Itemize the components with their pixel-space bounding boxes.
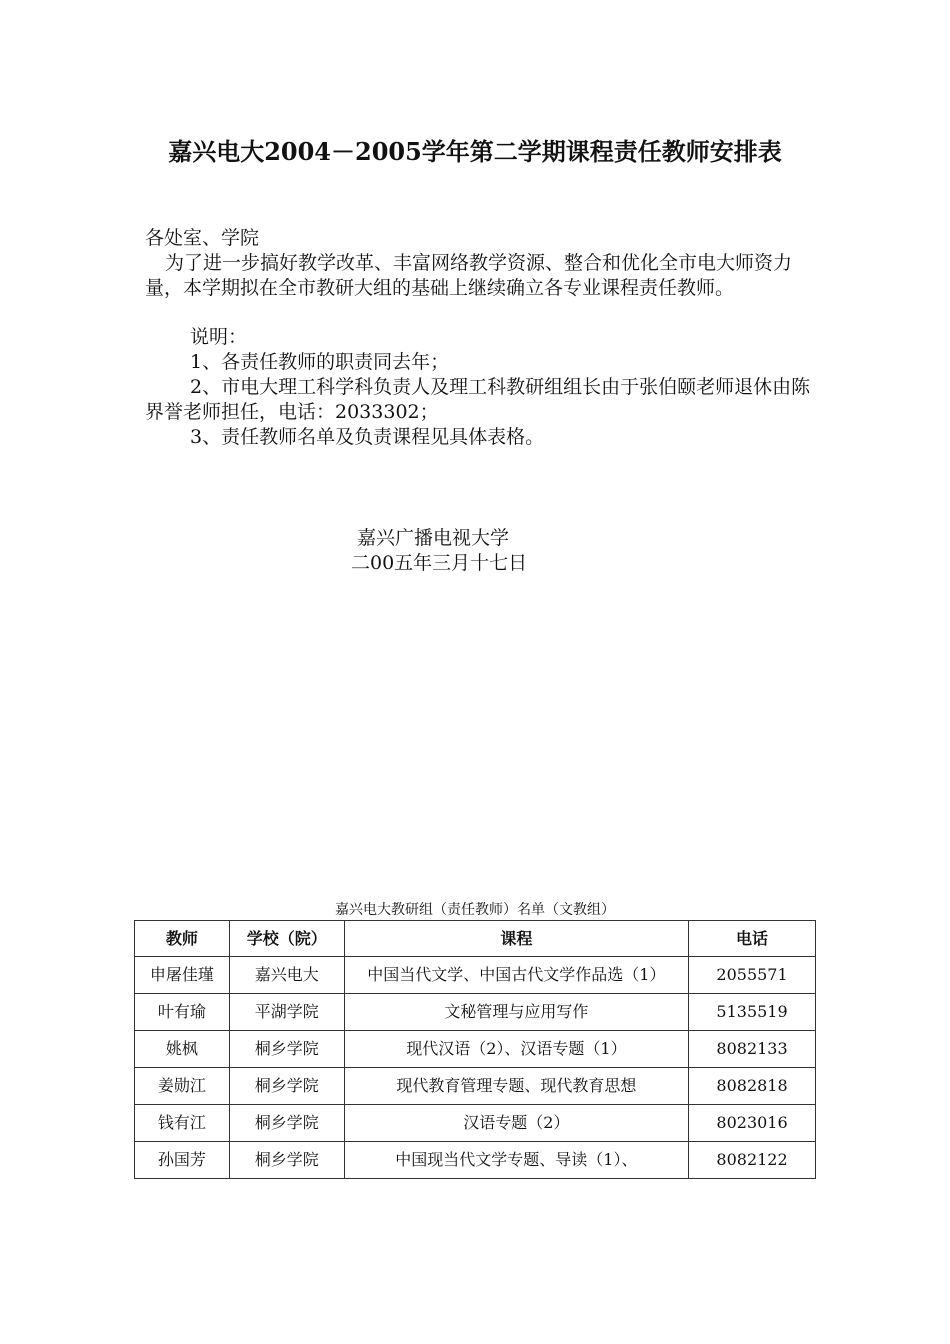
intro-paragraph: 为了进一步搞好教学改革、丰富网络教学资源、整合和优化全市电大师资力量，本学期拟在全市教研大组的基础上继续确立各专业课程责任教师。 (145, 252, 793, 299)
cell-teacher: 孙国芳 (135, 1142, 230, 1179)
cell-course: 汉语专题（2） (344, 1105, 688, 1142)
cell-phone: 5135519 (689, 994, 816, 1031)
notes-heading: 说明： (190, 326, 248, 348)
signature-date: 二00五年三月十七日 (351, 552, 528, 574)
cell-teacher: 钱有江 (135, 1105, 230, 1142)
cell-phone: 8082122 (689, 1142, 816, 1179)
cell-teacher: 申屠佳瑾 (135, 957, 230, 994)
cell-course: 现代教育管理专题、现代教育思想 (344, 1068, 688, 1105)
cell-teacher: 姚枫 (135, 1031, 230, 1068)
table-row (135, 1105, 816, 1142)
header-course: 课程 (344, 921, 688, 957)
cell-teacher: 叶有瑜 (135, 994, 230, 1031)
cell-course: 文秘管理与应用写作 (344, 994, 688, 1031)
table-row (135, 957, 816, 994)
header-phone: 电话 (689, 921, 816, 957)
cell-course: 现代汉语（2）、汉语专题（1） (344, 1031, 688, 1068)
cell-phone: 8082818 (689, 1068, 816, 1105)
cell-phone: 8082133 (689, 1031, 816, 1068)
note-item-2: 2、市电大理工科学科负责人及理工科教研组组长由于张伯颐老师退休由陈界誉老师担任，电话：2033302； (145, 376, 811, 423)
cell-school: 桐乡学院 (229, 1068, 344, 1105)
cell-school: 嘉兴电大 (229, 957, 344, 994)
table-header-row (135, 921, 816, 957)
cell-phone: 8023016 (689, 1105, 816, 1142)
note-item-3: 3、责任教师名单及负责课程见具体表格。 (190, 426, 545, 448)
cell-phone: 2055571 (689, 957, 816, 994)
cell-teacher: 姜勋江 (135, 1068, 230, 1105)
cell-school: 桐乡学院 (229, 1105, 344, 1142)
cell-course: 中国现当代文学专题、导读（1）、 (344, 1142, 688, 1179)
addressee: 各处室、学院 (145, 227, 260, 249)
table-row (135, 1031, 816, 1068)
cell-school: 平湖学院 (229, 994, 344, 1031)
note-item-1: 1、各责任教师的职责同去年； (190, 351, 450, 373)
cell-school: 桐乡学院 (229, 1031, 344, 1068)
header-teacher: 教师 (135, 921, 230, 957)
teacher-table (134, 920, 816, 1179)
table-row (135, 1142, 816, 1179)
header-school: 学校（院） (229, 921, 344, 957)
cell-school: 桐乡学院 (229, 1142, 344, 1179)
table-row (135, 1068, 816, 1105)
table-row (135, 994, 816, 1031)
signature-organization: 嘉兴广播电视大学 (357, 527, 510, 549)
table-caption: 嘉兴电大教研组（责任教师）名单（文教组） (335, 902, 615, 918)
document-title: 嘉兴电大2004－2005学年第二学期课程责任教师安排表 (168, 137, 782, 166)
cell-course: 中国当代文学、中国古代文学作品选（1） (344, 957, 688, 994)
